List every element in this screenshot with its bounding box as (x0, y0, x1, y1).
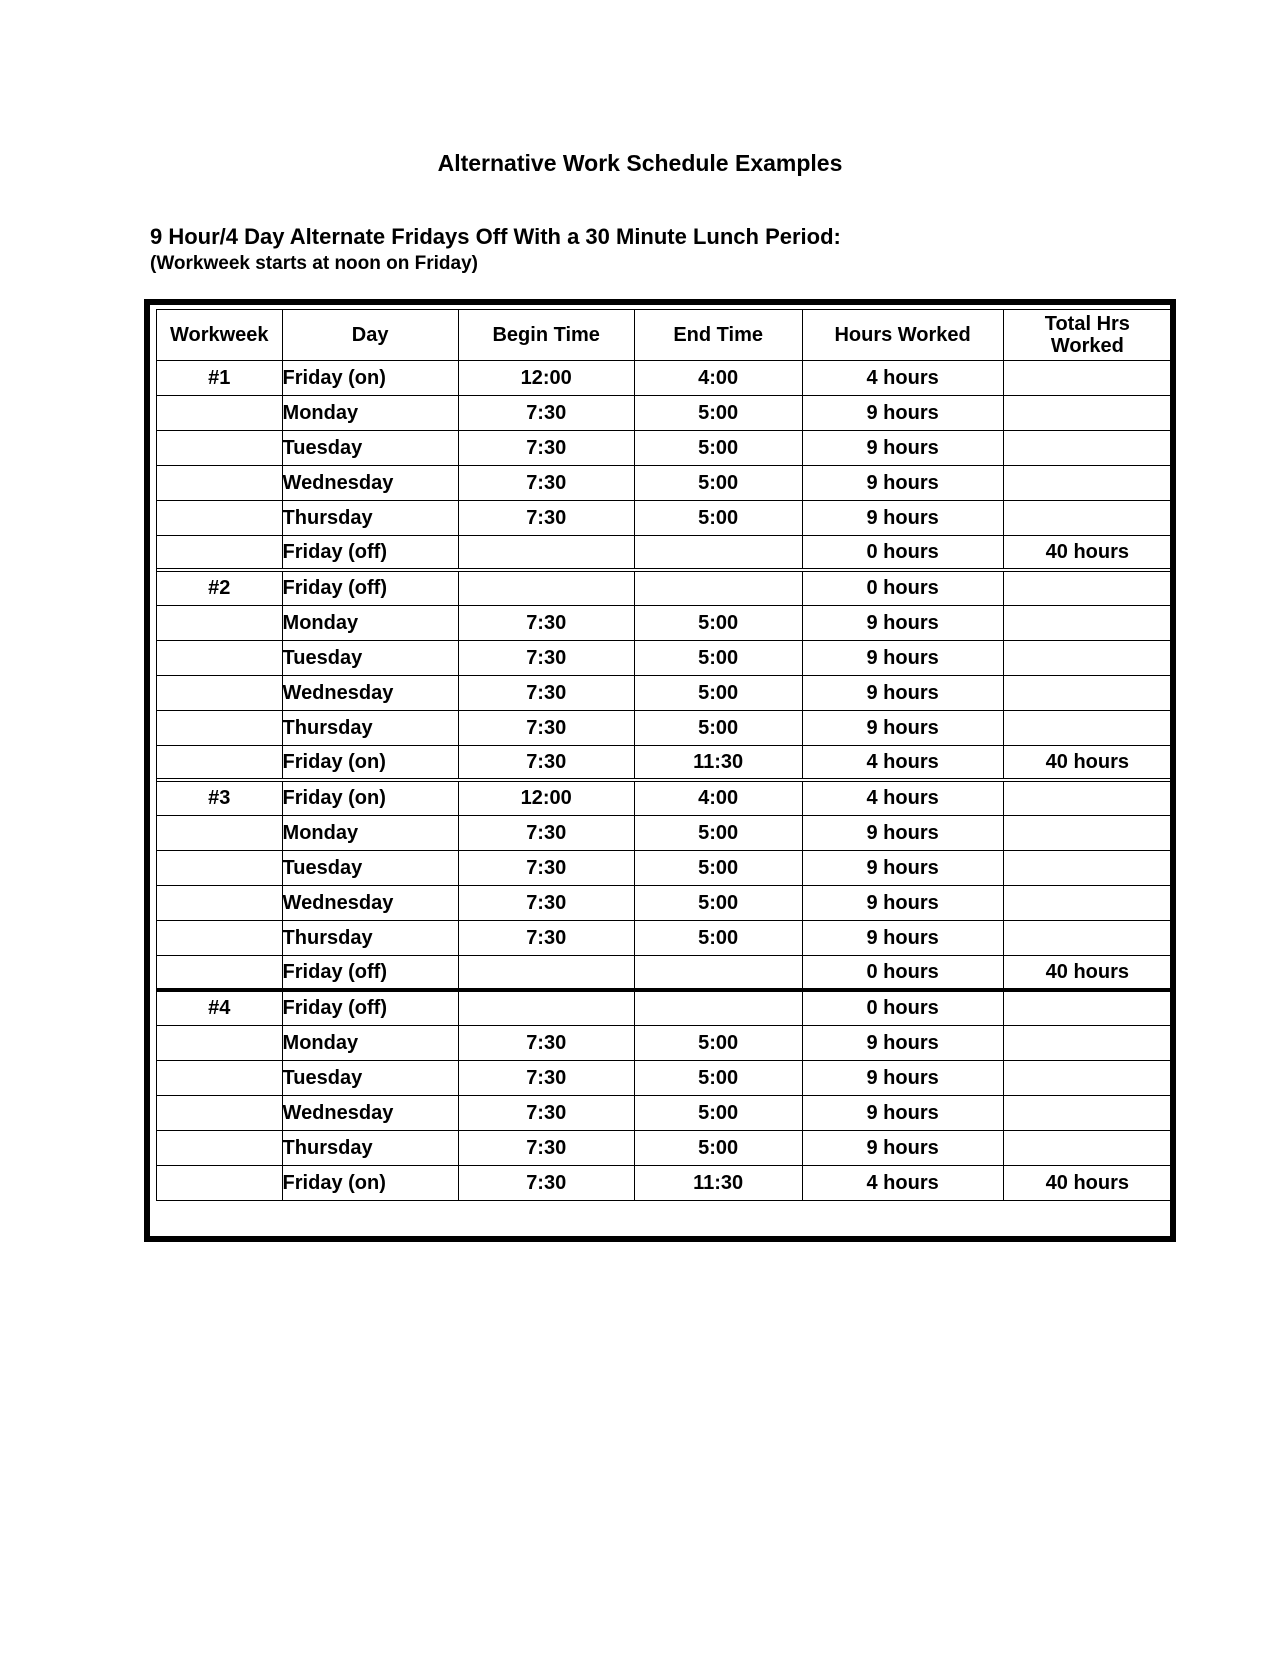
workweek-cell (157, 885, 282, 920)
end-time-cell: 11:30 (634, 1165, 802, 1200)
total-hours-cell (1003, 815, 1171, 850)
end-time-cell: 4:00 (634, 360, 802, 395)
day-cell: Friday (on) (282, 1165, 458, 1200)
workweek-cell (157, 465, 282, 500)
total-hours-cell (1003, 780, 1171, 815)
total-hours-cell (1003, 920, 1171, 955)
hours-worked-cell: 9 hours (802, 1060, 1003, 1095)
end-time-cell: 4:00 (634, 780, 802, 815)
end-time-cell: 5:00 (634, 1130, 802, 1165)
hours-worked-cell: 4 hours (802, 1165, 1003, 1200)
total-hours-cell (1003, 500, 1171, 535)
table-row (157, 885, 1171, 920)
workweek-cell: #1 (157, 360, 282, 395)
schedule-table-inner-frame (156, 309, 1172, 1201)
schedule-table (157, 310, 1171, 1200)
day-cell: Monday (282, 815, 458, 850)
hours-worked-cell: 9 hours (802, 430, 1003, 465)
begin-time-cell: 7:30 (458, 430, 634, 465)
end-time-cell: 11:30 (634, 745, 802, 780)
hours-worked-cell: 9 hours (802, 605, 1003, 640)
begin-time-cell: 7:30 (458, 885, 634, 920)
day-cell: Friday (off) (282, 570, 458, 605)
hours-worked-cell: 0 hours (802, 570, 1003, 605)
table-row (157, 360, 1171, 395)
day-cell: Wednesday (282, 885, 458, 920)
begin-time-cell: 7:30 (458, 640, 634, 675)
total-hours-cell (1003, 710, 1171, 745)
header-end-time: End Time (634, 310, 802, 360)
day-cell: Monday (282, 395, 458, 430)
hours-worked-cell: 9 hours (802, 920, 1003, 955)
day-cell: Thursday (282, 710, 458, 745)
workweek-cell (157, 1025, 282, 1060)
day-cell: Monday (282, 605, 458, 640)
day-cell: Tuesday (282, 1060, 458, 1095)
total-hours-cell (1003, 1025, 1171, 1060)
workweek-cell (157, 955, 282, 990)
workweek-cell (157, 1130, 282, 1165)
hours-worked-cell: 9 hours (802, 885, 1003, 920)
workweek-cell (157, 1095, 282, 1130)
day-cell: Thursday (282, 920, 458, 955)
day-cell: Friday (off) (282, 990, 458, 1025)
end-time-cell: 5:00 (634, 500, 802, 535)
begin-time-cell: 7:30 (458, 1060, 634, 1095)
workweek-cell (157, 675, 282, 710)
day-cell: Tuesday (282, 430, 458, 465)
day-cell: Friday (off) (282, 955, 458, 990)
table-header-row (157, 310, 1171, 360)
begin-time-cell (458, 990, 634, 1025)
hours-worked-cell: 0 hours (802, 535, 1003, 570)
hours-worked-cell: 4 hours (802, 780, 1003, 815)
end-time-cell: 5:00 (634, 1095, 802, 1130)
total-hours-cell (1003, 1095, 1171, 1130)
begin-time-cell: 7:30 (458, 500, 634, 535)
day-cell: Monday (282, 1025, 458, 1060)
table-row (157, 430, 1171, 465)
begin-time-cell: 7:30 (458, 395, 634, 430)
begin-time-cell: 7:30 (458, 1130, 634, 1165)
workweek-cell (157, 430, 282, 465)
total-hours-cell: 40 hours (1003, 535, 1171, 570)
workweek-cell (157, 1165, 282, 1200)
day-cell: Wednesday (282, 465, 458, 500)
end-time-cell (634, 955, 802, 990)
hours-worked-cell: 9 hours (802, 850, 1003, 885)
document-title: Alternative Work Schedule Examples (437, 150, 843, 176)
table-row (157, 570, 1171, 605)
total-hours-cell (1003, 640, 1171, 675)
table-row (157, 675, 1171, 710)
hours-worked-cell: 9 hours (802, 1095, 1003, 1130)
end-time-cell: 5:00 (634, 605, 802, 640)
begin-time-cell: 7:30 (458, 815, 634, 850)
begin-time-cell: 7:30 (458, 1095, 634, 1130)
hours-worked-cell: 9 hours (802, 465, 1003, 500)
begin-time-cell: 7:30 (458, 1025, 634, 1060)
day-cell: Friday (on) (282, 780, 458, 815)
total-hours-cell (1003, 1060, 1171, 1095)
table-row (157, 850, 1171, 885)
begin-time-cell: 12:00 (458, 780, 634, 815)
day-cell: Wednesday (282, 1095, 458, 1130)
table-row (157, 815, 1171, 850)
header-hours-worked: Hours Worked (802, 310, 1003, 360)
hours-worked-cell: 9 hours (802, 710, 1003, 745)
total-hours-cell: 40 hours (1003, 745, 1171, 780)
schedule-table-body (157, 360, 1171, 1200)
hours-worked-cell: 9 hours (802, 500, 1003, 535)
workweek-cell (157, 640, 282, 675)
day-cell: Thursday (282, 1130, 458, 1165)
table-row (157, 955, 1171, 990)
begin-time-cell: 12:00 (458, 360, 634, 395)
hours-worked-cell: 9 hours (802, 815, 1003, 850)
total-hours-cell (1003, 465, 1171, 500)
hours-worked-cell: 4 hours (802, 360, 1003, 395)
end-time-cell: 5:00 (634, 465, 802, 500)
table-row (157, 640, 1171, 675)
begin-time-cell: 7:30 (458, 1165, 634, 1200)
end-time-cell: 5:00 (634, 675, 802, 710)
day-cell: Tuesday (282, 640, 458, 675)
day-cell: Friday (off) (282, 535, 458, 570)
schedule-table-frame (144, 299, 1176, 1242)
table-row (157, 920, 1171, 955)
total-hours-cell (1003, 850, 1171, 885)
total-hours-cell (1003, 675, 1171, 710)
total-hours-cell (1003, 605, 1171, 640)
table-row (157, 395, 1171, 430)
end-time-cell: 5:00 (634, 920, 802, 955)
workweek-cell (157, 395, 282, 430)
end-time-cell: 5:00 (634, 710, 802, 745)
day-cell: Friday (on) (282, 360, 458, 395)
table-row (157, 500, 1171, 535)
day-cell: Wednesday (282, 675, 458, 710)
hours-worked-cell: 9 hours (802, 675, 1003, 710)
table-row (157, 1095, 1171, 1130)
table-row (157, 535, 1171, 570)
begin-time-cell: 7:30 (458, 675, 634, 710)
header-day: Day (282, 310, 458, 360)
begin-time-cell (458, 570, 634, 605)
table-row (157, 1165, 1171, 1200)
section-subheading: (Workweek starts at noon on Friday) (150, 253, 478, 274)
table-row (157, 745, 1171, 780)
header-total-line-1: Total Hrs (1044, 312, 1130, 335)
workweek-cell (157, 920, 282, 955)
day-cell: Thursday (282, 500, 458, 535)
end-time-cell: 5:00 (634, 815, 802, 850)
total-hours-cell (1003, 430, 1171, 465)
table-row (157, 605, 1171, 640)
begin-time-cell: 7:30 (458, 605, 634, 640)
workweek-cell (157, 535, 282, 570)
end-time-cell: 5:00 (634, 850, 802, 885)
day-cell: Friday (on) (282, 745, 458, 780)
total-hours-cell (1003, 885, 1171, 920)
workweek-cell: #4 (157, 990, 282, 1025)
total-hours-cell (1003, 1130, 1171, 1165)
end-time-cell: 5:00 (634, 430, 802, 465)
begin-time-cell (458, 535, 634, 570)
begin-time-cell: 7:30 (458, 920, 634, 955)
workweek-cell (157, 1060, 282, 1095)
end-time-cell: 5:00 (634, 885, 802, 920)
begin-time-cell: 7:30 (458, 710, 634, 745)
hours-worked-cell: 4 hours (802, 745, 1003, 780)
header-total-line-2: Worked (1050, 334, 1124, 357)
hours-worked-cell: 0 hours (802, 955, 1003, 990)
workweek-cell (157, 850, 282, 885)
workweek-cell (157, 815, 282, 850)
day-cell: Tuesday (282, 850, 458, 885)
workweek-cell (157, 710, 282, 745)
workweek-cell: #2 (157, 570, 282, 605)
hours-worked-cell: 9 hours (802, 1025, 1003, 1060)
table-row (157, 1060, 1171, 1095)
total-hours-cell: 40 hours (1003, 955, 1171, 990)
begin-time-cell (458, 955, 634, 990)
begin-time-cell: 7:30 (458, 745, 634, 780)
table-row (157, 1130, 1171, 1165)
total-hours-cell (1003, 395, 1171, 430)
hours-worked-cell: 9 hours (802, 1130, 1003, 1165)
end-time-cell: 5:00 (634, 640, 802, 675)
workweek-cell (157, 605, 282, 640)
end-time-cell: 5:00 (634, 1025, 802, 1060)
total-hours-cell (1003, 990, 1171, 1025)
workweek-cell: #3 (157, 780, 282, 815)
header-total-hrs-worked (1003, 310, 1171, 360)
hours-worked-cell: 9 hours (802, 640, 1003, 675)
section-heading: 9 Hour/4 Day Alternate Fridays Off With a 30 Minute Lunch Period: (150, 224, 841, 249)
end-time-cell: 5:00 (634, 1060, 802, 1095)
hours-worked-cell: 9 hours (802, 395, 1003, 430)
end-time-cell (634, 570, 802, 605)
end-time-cell (634, 990, 802, 1025)
table-row (157, 465, 1171, 500)
header-begin-time: Begin Time (458, 310, 634, 360)
begin-time-cell: 7:30 (458, 465, 634, 500)
total-hours-cell (1003, 360, 1171, 395)
table-row (157, 780, 1171, 815)
end-time-cell: 5:00 (634, 395, 802, 430)
total-hours-cell: 40 hours (1003, 1165, 1171, 1200)
table-row (157, 1025, 1171, 1060)
table-row (157, 710, 1171, 745)
total-hours-cell (1003, 570, 1171, 605)
header-workweek: Workweek (157, 310, 282, 360)
end-time-cell (634, 535, 802, 570)
workweek-cell (157, 500, 282, 535)
workweek-cell (157, 745, 282, 780)
hours-worked-cell: 0 hours (802, 990, 1003, 1025)
table-row (157, 990, 1171, 1025)
begin-time-cell: 7:30 (458, 850, 634, 885)
